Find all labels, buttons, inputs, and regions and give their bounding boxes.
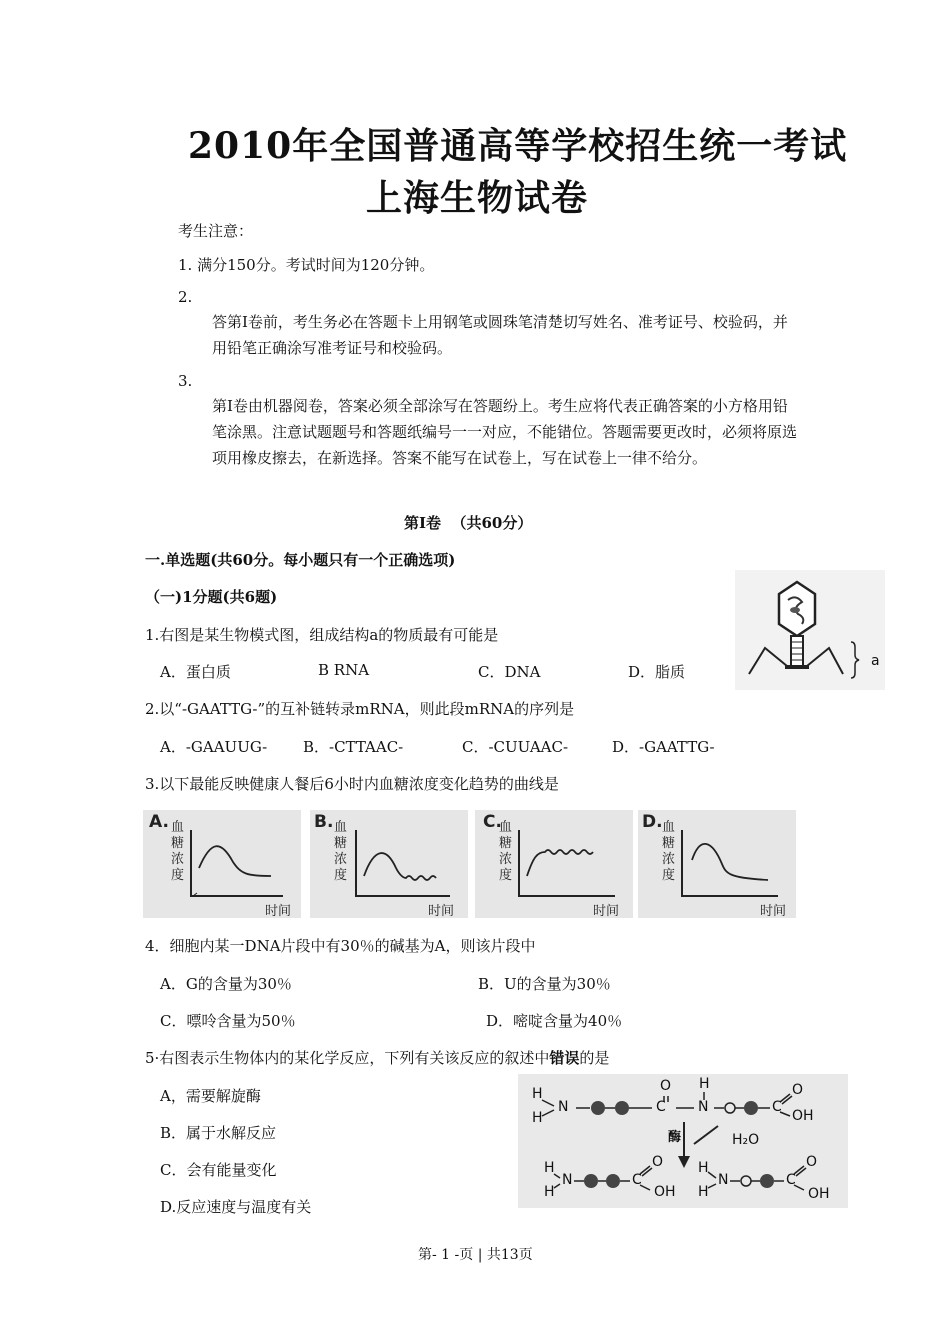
q5-atom-c3: C xyxy=(632,1172,642,1188)
q3-curve-b xyxy=(364,853,436,880)
q3-curve-d xyxy=(692,844,768,880)
notice-item-1: 1. 满分150分。考试时间为120分钟。 xyxy=(178,256,435,274)
q3-curve-a xyxy=(199,846,271,876)
q3-graph-d-xlabel: 时间 xyxy=(760,904,787,919)
q2-option-b: B．-CTTAAC- xyxy=(303,738,404,756)
q1-figure-label-a: a xyxy=(871,653,880,669)
q5-atom-o1: O xyxy=(660,1078,672,1094)
q4-stem: 4．细胞内某一DNA片段中有30％的碱基为A，则该片段中 xyxy=(145,937,536,955)
q5-atom-c1: C xyxy=(656,1099,666,1115)
q3-graph-a xyxy=(143,810,301,918)
phage-diagram xyxy=(735,570,885,690)
q3-graph-d-label: D. xyxy=(642,812,663,832)
q1-option-a: A．蛋白质 xyxy=(160,663,231,681)
notice-item-2-number: 2. xyxy=(178,288,193,306)
q5-atom-h7: H xyxy=(698,1184,709,1200)
q5-atom-oh2: OH xyxy=(654,1184,676,1200)
q3-graph-d-ylabel: 血糖浓度 xyxy=(662,820,676,883)
q5-water-label: H₂O xyxy=(732,1132,760,1148)
q2-option-c: C．-CUUAAC- xyxy=(462,738,569,756)
q3-stem: 3.以下最能反映健康人餐后6小时内血糖浓度变化趋势的曲线是 xyxy=(145,775,559,793)
q2-stem: 2.以“-GAATTG-”的互补链转录mRNA，则此段mRNA的序列是 xyxy=(145,700,575,718)
q5-atom-h6: H xyxy=(698,1160,709,1176)
q3-graph-c-label: C. xyxy=(483,812,502,832)
q1-stem: 1.右图是某生物模式图，组成结构a的物质最有可能是 xyxy=(145,626,499,644)
q3-graph-a-label: A. xyxy=(149,812,169,832)
page-title-line1: 2010年全国普通高等学校招生统一考试 xyxy=(188,125,848,167)
q5-atom-n1: N xyxy=(558,1099,569,1115)
q4-option-a: A．G的含量为30％ xyxy=(160,975,292,993)
q3-graph-a-ylabel: 血糖浓度 xyxy=(171,820,185,883)
q5-option-a: A，需要解旋酶 xyxy=(160,1087,261,1105)
page-footer: 第- 1 -页 | 共13页 xyxy=(418,1247,533,1263)
section1-heading: 一.单选题(共60分。每小题只有一个正确选项) xyxy=(145,551,456,569)
q3-graph-b-label: B. xyxy=(314,812,334,832)
notice-item-3-text: 第Ⅰ卷由机器阅卷，答案必须全部涂写在答题纷上。考生应将代表正确答案的小方格用铅笔涂黑。注意试题题号和答题纸编号一一对应，不能错位。答题需要更改时，必须将原选项用橡皮擦去，在新选择。答案不能写在试卷上，写在试卷上一律不给分。 xyxy=(212,397,798,467)
q2-option-a: A．-GAAUUG- xyxy=(160,738,268,756)
part1-heading: 第Ⅰ卷 （共60分） xyxy=(404,514,533,532)
q5-atom-c4: C xyxy=(786,1172,796,1188)
q4-option-b: B．U的含量为30％ xyxy=(478,975,611,993)
q5-atom-n4: N xyxy=(718,1172,729,1188)
q4-option-c: C．嘌呤含量为50％ xyxy=(160,1012,296,1030)
q1-phage-figure xyxy=(735,570,885,690)
q5-stem xyxy=(145,1047,609,1068)
notice-item-2-text: 答第Ⅰ卷前，考生务必在答题卡上用钢笔或圆珠笔清楚切写姓名、准考证号、校验码，并用铅笔正确涂写准考证号和校验码。 xyxy=(212,313,788,357)
subsection1-heading: （一)1分题(共6题) xyxy=(145,588,278,606)
q5-stem-end: 的是 xyxy=(579,1049,610,1067)
q1-option-c: C．DNA xyxy=(478,663,541,681)
q3-graph-b-xlabel: 时间 xyxy=(428,904,455,919)
page-title-line2: 上海生物试卷 xyxy=(366,177,589,219)
q5-atom-o3: O xyxy=(652,1154,664,1170)
q5-option-c: C．会有能量变化 xyxy=(160,1161,277,1179)
q3-curve-c xyxy=(527,850,593,876)
q5-atom-o2: O xyxy=(792,1082,804,1098)
q5-stem-emphasis: 错误 xyxy=(549,1049,580,1067)
q3-graph-b-ylabel: 血糖浓度 xyxy=(334,820,348,883)
q5-atom-c2: C xyxy=(772,1099,782,1115)
q3-graph-a-xlabel: 时间 xyxy=(265,904,292,919)
q3-graph-c xyxy=(475,810,633,918)
q5-atom-oh1: OH xyxy=(792,1108,814,1124)
q5-atom-h1: H xyxy=(532,1086,543,1102)
q1-option-b: B RNA xyxy=(318,661,370,679)
notice-heading: 考生注意： xyxy=(178,222,254,240)
q5-atom-o4: O xyxy=(806,1154,818,1170)
q5-stem-main: 5·右图表示生物体内的某化学反应，下列有关该反应的叙述中 xyxy=(145,1049,550,1067)
q4-option-d: D．嘧啶含量为40％ xyxy=(486,1012,623,1030)
q3-graph-d xyxy=(638,810,796,918)
notice-item-3-number: 3. xyxy=(178,372,193,390)
q3-graph-c-ylabel: 血糖浓度 xyxy=(499,820,513,883)
q5-reaction-figure xyxy=(518,1074,848,1208)
q3-graph-c-xlabel: 时间 xyxy=(593,904,620,919)
q2-option-d: D．-GAATTG- xyxy=(612,738,715,756)
q5-atom-n3: N xyxy=(562,1172,573,1188)
q5-enzyme-label: 酶 xyxy=(668,1130,682,1145)
q5-option-d: D.反应速度与温度有关 xyxy=(160,1198,312,1216)
q5-atom-oh3: OH xyxy=(808,1186,830,1202)
q5-option-b: B．属于水解反应 xyxy=(160,1124,277,1142)
q1-option-d: D．脂质 xyxy=(628,663,686,681)
q5-atom-h4: H xyxy=(544,1160,555,1176)
q5-atom-h3: H xyxy=(699,1076,710,1092)
q5-atom-h5: H xyxy=(544,1184,555,1200)
q5-atom-n2: N xyxy=(698,1099,709,1115)
q3-graph-b xyxy=(310,810,468,918)
q5-atom-h2: H xyxy=(532,1110,543,1126)
